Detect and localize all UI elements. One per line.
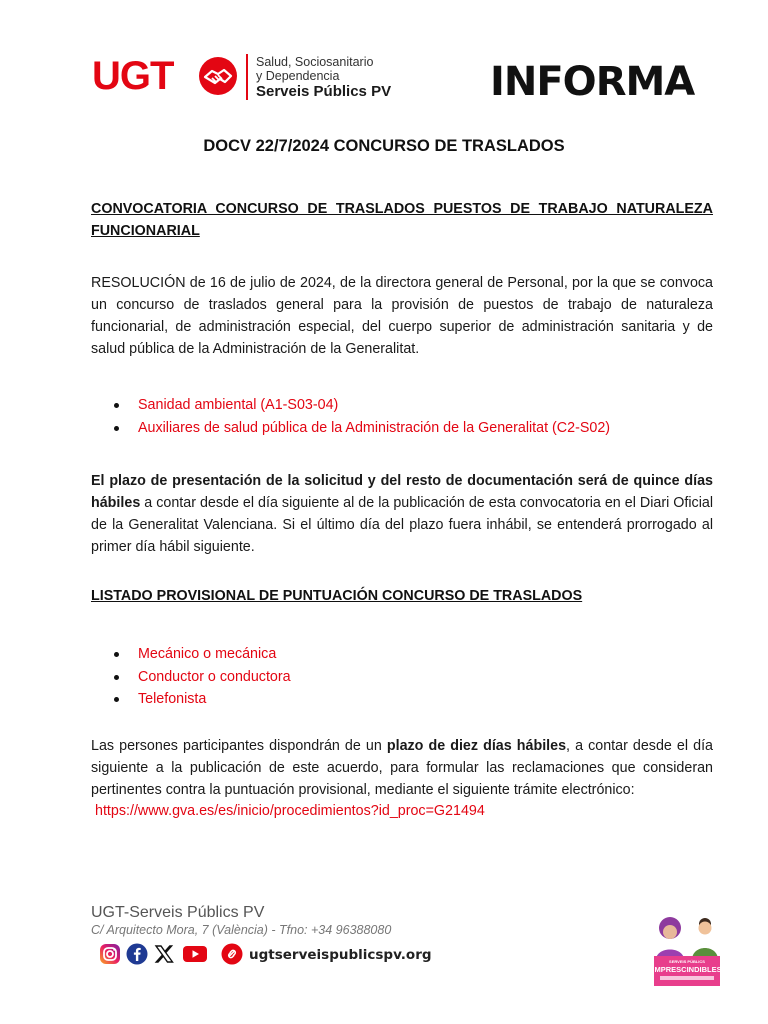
list-item-text: Auxiliares de salud pública de la Administración de la Generalitat (C2-S02) <box>138 419 611 436</box>
list-item <box>112 417 610 440</box>
list-item-text: Conductor o conductora <box>138 668 291 685</box>
list-item-text: Sanidad ambiental (A1-S03-04) <box>138 397 339 413</box>
section1-heading: CONVOCATORIA CONCURSO DE TRASLADOS PUESTOS DE TRABAJO NATURALEZA FUNCIONARIAL <box>91 201 713 239</box>
page-title: DOCV 22/7/2024 CONCURSO DE TRASLADOS <box>203 137 565 155</box>
list-item <box>112 394 610 417</box>
section2-paragraph <box>91 735 713 801</box>
youtube-icon[interactable] <box>182 943 208 965</box>
section2-list <box>112 643 291 711</box>
informa-heading: INFORMA <box>490 59 695 105</box>
list-item <box>112 666 291 689</box>
procedure-link[interactable]: https://www.gva.es/es/inicio/procedimientos?id_proc=G21494 <box>95 803 485 819</box>
deadline-bold: El plazo de presentación de la solicitud y del resto de documentación será de quince días hábiles <box>91 473 713 511</box>
bullet-icon <box>114 426 119 431</box>
bullet-icon <box>114 675 119 680</box>
poster-line-1: SERVEIS PÚBLICS <box>669 959 705 964</box>
logo-line-3: Serveis Públics PV <box>256 83 392 100</box>
bullet-icon <box>114 652 119 657</box>
imprescindibles-poster-image <box>648 910 726 988</box>
logo-subtitle <box>256 55 391 101</box>
bullet-icon <box>114 403 119 408</box>
logo-divider <box>246 54 248 100</box>
list-item-text: Telefonista <box>138 691 207 707</box>
footer-org: UGT-Serveis Públics PV <box>91 904 265 921</box>
logo-line-2: y Dependencia <box>256 69 340 83</box>
section2-heading: LISTADO PROVISIONAL DE PUNTUACIÓN CONCURSO DE TRASLADOS <box>91 588 583 604</box>
deadline-rest: a contar desde el día siguiente al de la publicación de esta convocatoria en el Diari Oficial de la Generalitat Valenciana. Si el último día del plazo fuera inhábil, se entenderá prorrogado al primer día hábil siguiente. <box>91 495 713 555</box>
section1-paragraph: RESOLUCIÓN de 16 de julio de 2024, de la directora general de Personal, por la que se convoca un concurso de traslados general para la provisión de puestos de trabajo de naturaleza funcionarial, de administración especial, del cuerpo superior de administración sanitaria y de salud pública de la Administración de la Generalitat. <box>91 275 713 357</box>
link-icon[interactable] <box>221 943 243 965</box>
x-icon[interactable] <box>153 943 175 965</box>
footer-website[interactable]: ugtserveispublicspv.org <box>249 947 432 963</box>
logo-line-1: Salud, Sociosanitario <box>256 55 374 69</box>
list-item <box>112 643 291 666</box>
list-item-text: Mecánico o mecánica <box>138 646 277 662</box>
deadline-paragraph <box>91 470 713 558</box>
bullet-icon <box>114 697 119 702</box>
para-pre: Las persones participantes dispondrán de un <box>91 738 387 754</box>
footer-address: C/ Arquitecto Mora, 7 (València) - Tfno: +34 96388080 <box>91 923 392 937</box>
facebook-icon[interactable] <box>126 943 148 965</box>
instagram-icon[interactable] <box>99 943 121 965</box>
para-post: , a contar desde el día siguiente a la publicación de este acuerdo, para formular las reclamaciones que consideran pertinentes contra la puntuación provisional, mediante el siguiente trámite electrónico: <box>91 738 713 798</box>
poster-line-2: IMPRESCINDIBLES <box>652 965 722 974</box>
handshake-logo-icon <box>198 56 238 96</box>
para-bold: plazo de diez días hábiles <box>386 738 567 754</box>
list-item <box>112 688 291 711</box>
ugt-logo-text: UGT <box>92 54 174 98</box>
section1-list <box>112 394 610 439</box>
